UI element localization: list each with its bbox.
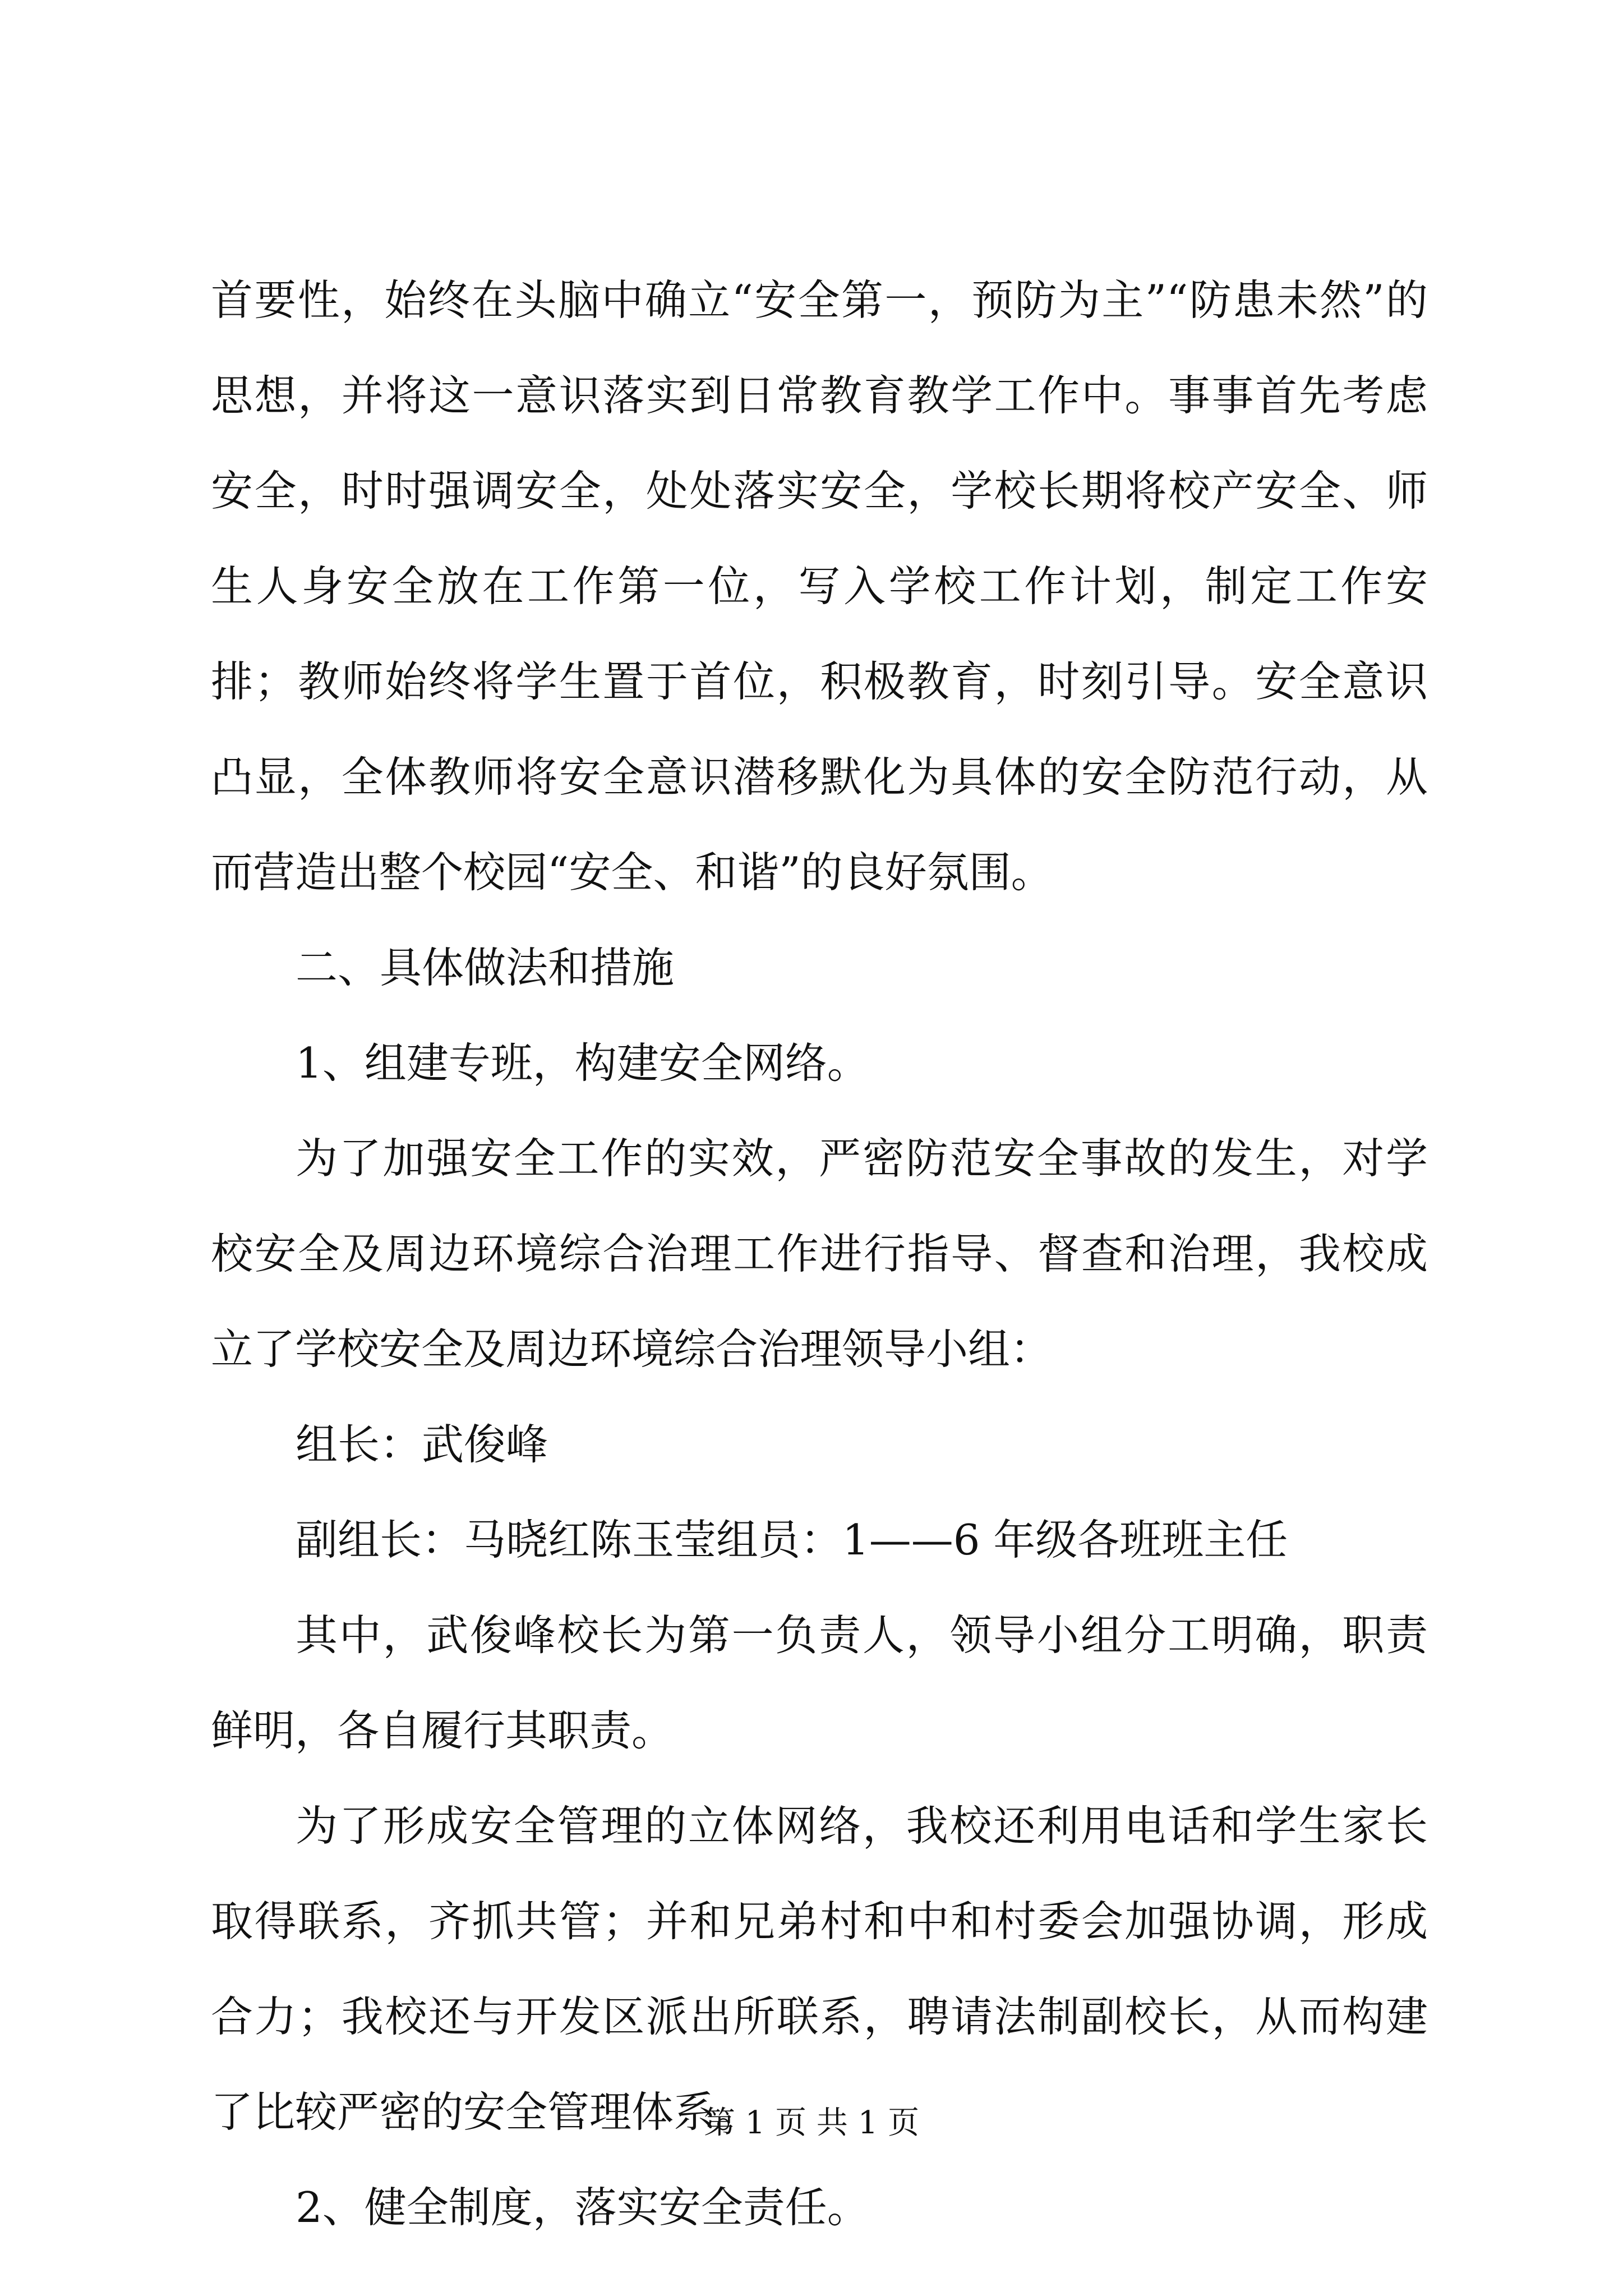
item-heading: 2、健全制度，落实安全责任。 — [296, 2183, 869, 2232]
section-heading: 二、具体做法和措施 — [296, 943, 675, 992]
page-footer: 第 1 页 共 1 页 — [703, 2105, 920, 2141]
paragraph-body: 为了加强安全工作的实效，严密防范安全事故的发生，对学校安全及周边环境综合治理工作进行指导、督查和治理，我校成立了学校安全及周边环境综合治理领导小组： — [211, 1134, 1428, 1374]
paragraph-intro: 首要性，始终在头脑中确立“安全第一，预防为主”“防患未然”的思想，并将这一意识落实到日常教育教学工作中。事事首先考虑安全，时时强调安全，处处落实安全，学校长期将校产安全、师生人身安全放在工作第一位，写入学校工作计划，制定工作安排；教师始终将学生置于首位，积极教育，时刻引导。安全意识凸显，全体教师将安全意识潜移默化为具体的安全防范行动，从而营造出整个校园“安全、和谐”的良好氛围。 — [211, 275, 1428, 897]
paragraph-deputy-leaders: 副组长：马晓红陈玉莹组员：1——6 年级各班班主任 — [296, 1515, 1288, 1565]
paragraph-leader: 组长：武俊峰 — [296, 1420, 548, 1469]
paragraph-responsibility: 其中，武俊峰校长为第一负责人，领导小组分工明确，职责鲜明，各自履行其职责。 — [211, 1611, 1428, 1755]
paragraph-network: 为了形成安全管理的立体网络，我校还利用电话和学生家长取得联系，齐抓共管；并和兄弟村和中和村委会加强协调，形成合力；我校还与开发区派出所联系，聘请法制副校长，从而构建了比较严密的安全管理体系。 — [211, 1801, 1428, 2137]
document-body — [211, 252, 1428, 2255]
item-heading: 1、组建专班，构建安全网络。 — [296, 1038, 869, 1088]
